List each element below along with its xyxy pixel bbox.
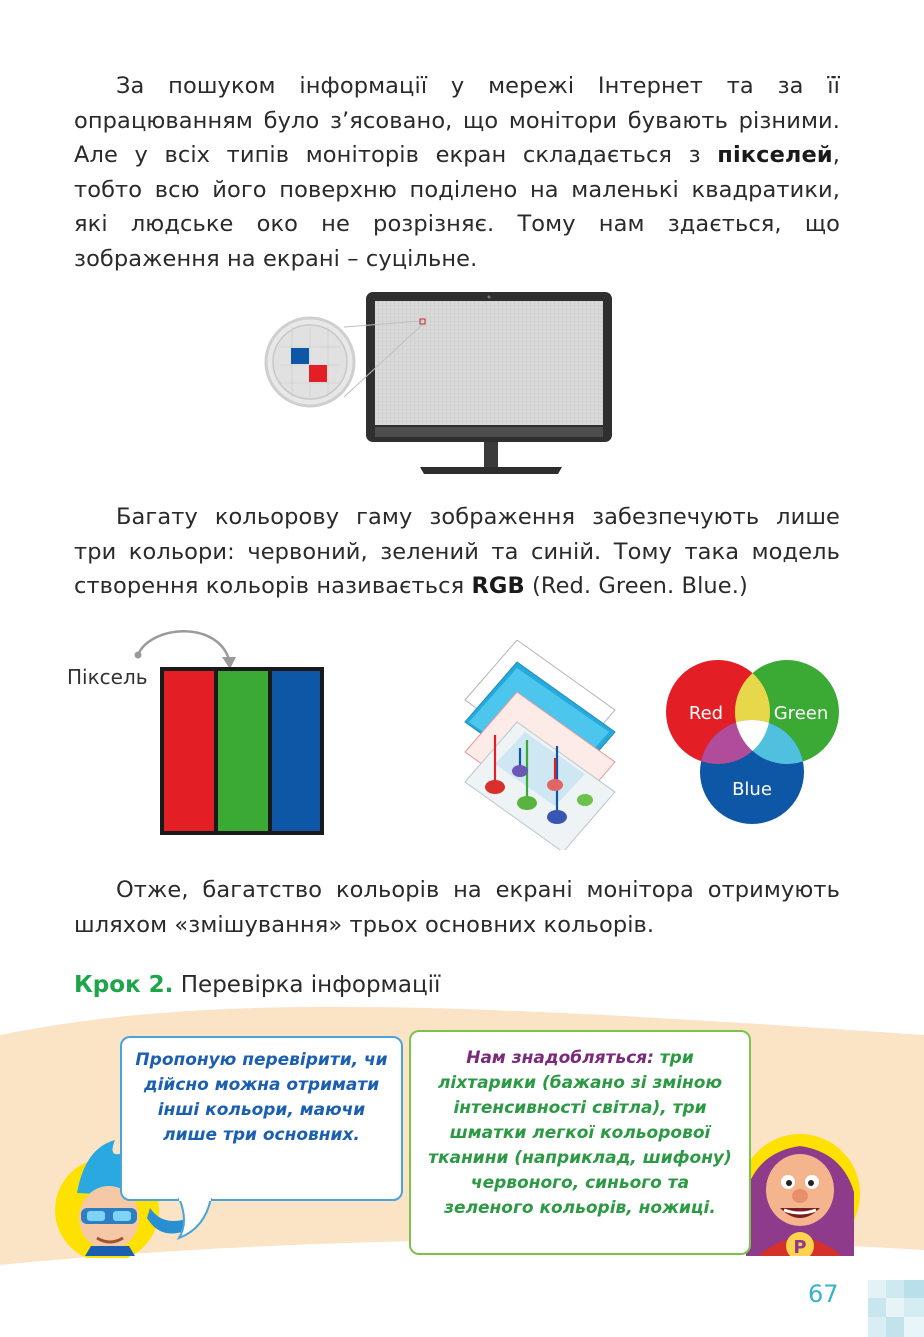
venn-red-label: Red bbox=[688, 703, 724, 724]
rgb-venn-diagram bbox=[660, 650, 845, 830]
man-character bbox=[738, 1132, 862, 1256]
bubble-left-tail bbox=[175, 1198, 215, 1240]
pointer-arrow-icon bbox=[138, 631, 230, 663]
pixels-term: пікселей bbox=[717, 142, 833, 169]
zoom-red-pixel bbox=[309, 365, 327, 382]
pixel-subpixels-diagram bbox=[130, 625, 330, 840]
green-subpixel bbox=[218, 671, 268, 831]
monitor-screen bbox=[375, 301, 603, 425]
bubble-right-text: три ліхтарики (бажано зі зміною інтенсивності світла), три шматки легкої кольорової тканини (наприклад, шифону) червоного, синього та зеленого кольорів, ножиці. bbox=[428, 1048, 732, 1218]
blue-subpixel bbox=[272, 671, 320, 831]
corner-tiles-decoration bbox=[868, 1280, 924, 1337]
monitor-stand-base bbox=[420, 467, 562, 474]
step-heading bbox=[74, 972, 440, 998]
intro-text-part1: За пошуком інформації у мережі Інтернет та за її опрацюванням було з’ясовано, що монітори бувають різними. Але у всіх типів моніторів екран складається з bbox=[74, 73, 840, 169]
step-number: Крок 2. bbox=[74, 972, 174, 998]
intro-paragraph bbox=[74, 69, 840, 277]
red-light-source bbox=[485, 780, 505, 794]
page-number: 67 bbox=[808, 1280, 839, 1308]
rgb-text-part2: (Red. Green. Blue.) bbox=[524, 573, 748, 600]
blue-light-source bbox=[547, 810, 567, 824]
bubble-right-lead: Нам знадобляться: bbox=[466, 1048, 654, 1068]
pixel-label: Піксель bbox=[67, 665, 148, 689]
red-subpixel bbox=[164, 671, 214, 831]
rgb-text-part1: Багату кольорову гаму зображення забезпечують лише три кольори: червоний, зелений та синій. Тому така модель створення кольорів називається bbox=[74, 504, 840, 600]
venn-blue-label: Blue bbox=[732, 779, 772, 800]
lcd-layers-illustration bbox=[455, 640, 620, 850]
monitor-illustration bbox=[262, 285, 622, 480]
mixing-text: Отже, багатство кольорів на екрані монітора отримують шляхом «змішування» трьох основних кольорів. bbox=[74, 877, 840, 938]
intro-text-part2: , тобто всю його поверхню поділено на маленькі квадратики, які людське око не розрізняє. Тому нам здається, що зображення на екрані – суцільне. bbox=[74, 142, 840, 272]
zoom-blue-pixel bbox=[291, 348, 309, 364]
green-light-source bbox=[517, 796, 537, 810]
mixing-paragraph bbox=[74, 873, 840, 942]
step-title: Перевірка інформації bbox=[173, 972, 441, 998]
speech-bubble-left bbox=[120, 1036, 403, 1201]
rgb-paragraph bbox=[74, 500, 840, 604]
monitor-stand-neck bbox=[484, 441, 498, 467]
badge-letter: P bbox=[793, 1237, 807, 1256]
speech-bubble-right bbox=[409, 1030, 751, 1255]
venn-green-label: Green bbox=[773, 703, 829, 724]
bubble-left-text: Пропоную перевірити, чи дійсно можна отримати інші кольори, маючи лише три основних. bbox=[135, 1050, 388, 1145]
rgb-term: RGB bbox=[471, 573, 525, 600]
